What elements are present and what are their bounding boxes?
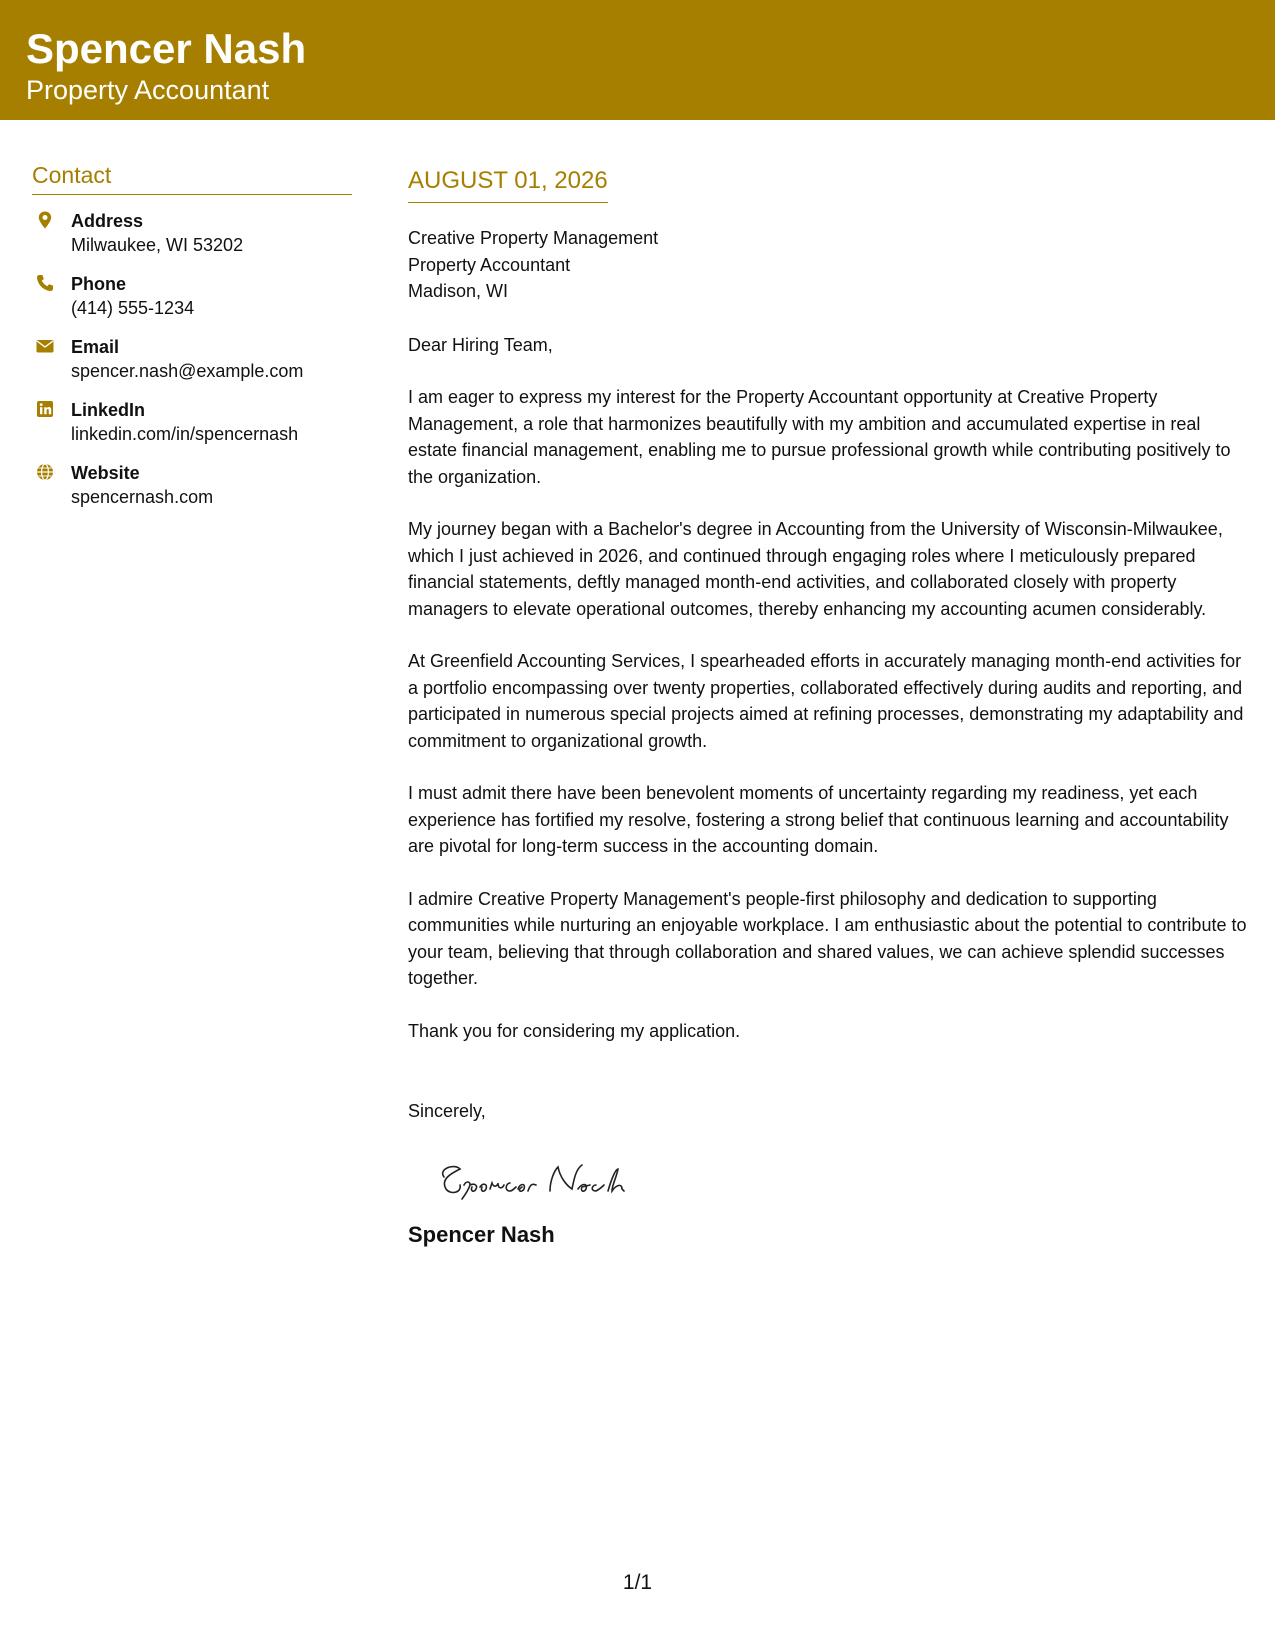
candidate-name: Spencer Nash: [26, 25, 307, 72]
body-paragraph: At Greenfield Accounting Services, I spearheaded efforts in accurately managing month-end activities for a portfolio encompassing over twenty properties, collaborated effectively during audits and reporting, and participated in numerous special projects aimed at refining processes, demonstrating my adaptability and commitment to organizational growth.: [408, 651, 1244, 751]
contact-item-website: [32, 461, 352, 524]
contact-label: Phone: [71, 274, 127, 294]
phone-icon: [35, 273, 55, 293]
handwritten-signature: [432, 1155, 662, 1205]
contact-label: Website: [71, 463, 140, 483]
signature-name: Spencer Nash: [408, 1221, 555, 1247]
body-paragraph: I admire Creative Property Management's people-first philosophy and dedication to supporting communities while nurturing an enjoyable workplace. I am enthusiastic about the potential to contribute to your team, believing that through collaboration and shared values, we can achieve splendid successes together.: [408, 888, 1247, 988]
contact-item-email: [32, 335, 352, 398]
contact-value: Milwaukee, WI 53202: [71, 235, 244, 255]
contact-value: (414) 555-1234: [71, 298, 195, 318]
contact-item-phone: [32, 272, 352, 335]
contact-value: linkedin.com/in/spencernash: [71, 424, 299, 444]
contact-item-linkedin: [32, 398, 352, 461]
recipient-location: Madison, WI: [408, 281, 509, 301]
globe-icon: [35, 462, 55, 482]
signoff: Sincerely,: [408, 1101, 486, 1121]
recipient-block: [408, 225, 1254, 305]
body-paragraph: I must admit there have been benevolent moments of uncertainty regarding my readiness, yet each experience has fortified my resolve, fostering a strong belief that continuous learning and accountability are pivotal for long-term success in the accounting domain.: [408, 783, 1229, 856]
contact-item-address: [32, 209, 352, 272]
recipient-position: Property Accountant: [408, 254, 571, 275]
contact-label: Address: [71, 211, 144, 231]
candidate-title: Property Accountant: [26, 75, 270, 105]
map-pin-icon: [35, 210, 55, 230]
salutation: Dear Hiring Team,: [408, 334, 553, 355]
contact-sidebar: [32, 160, 352, 524]
letter-date: AUGUST 01, 2026: [408, 167, 608, 194]
body-paragraph: I am eager to express my interest for the Property Accountant opportunity at Creative Property Management, a role that harmonizes beautifully with my ambition and accumulated expertise in real estate financial management, enabling me to pursue professional growth while contributing positively to the organization.: [408, 387, 1231, 487]
linkedin-icon: [35, 399, 55, 419]
letter-body: [408, 166, 1254, 1249]
date-underline: [408, 166, 608, 203]
body-paragraph: My journey began with a Bachelor's degree in Accounting from the University of Wisconsin-Milwaukee, which I just achieved in 2026, and continued through engaging roles where I meticulously prepared financial statements, deftly managed month-end activities, and collaborated closely with property managers to elevate operational outcomes, thereby enhancing my accounting acumen considerably.: [408, 519, 1223, 619]
contact-label: LinkedIn: [71, 400, 146, 420]
recipient-company: Creative Property Management: [408, 228, 659, 248]
contact-value: spencernash.com: [71, 487, 214, 507]
header-banner: [0, 0, 1275, 120]
closing-line: Thank you for considering my application.: [408, 1020, 741, 1041]
contact-label: Email: [71, 337, 120, 357]
contact-value: spencer.nash@example.com: [71, 361, 304, 381]
envelope-icon: [35, 336, 55, 356]
contact-heading: Contact: [32, 160, 352, 195]
page-number: 1/1: [622, 1571, 653, 1594]
